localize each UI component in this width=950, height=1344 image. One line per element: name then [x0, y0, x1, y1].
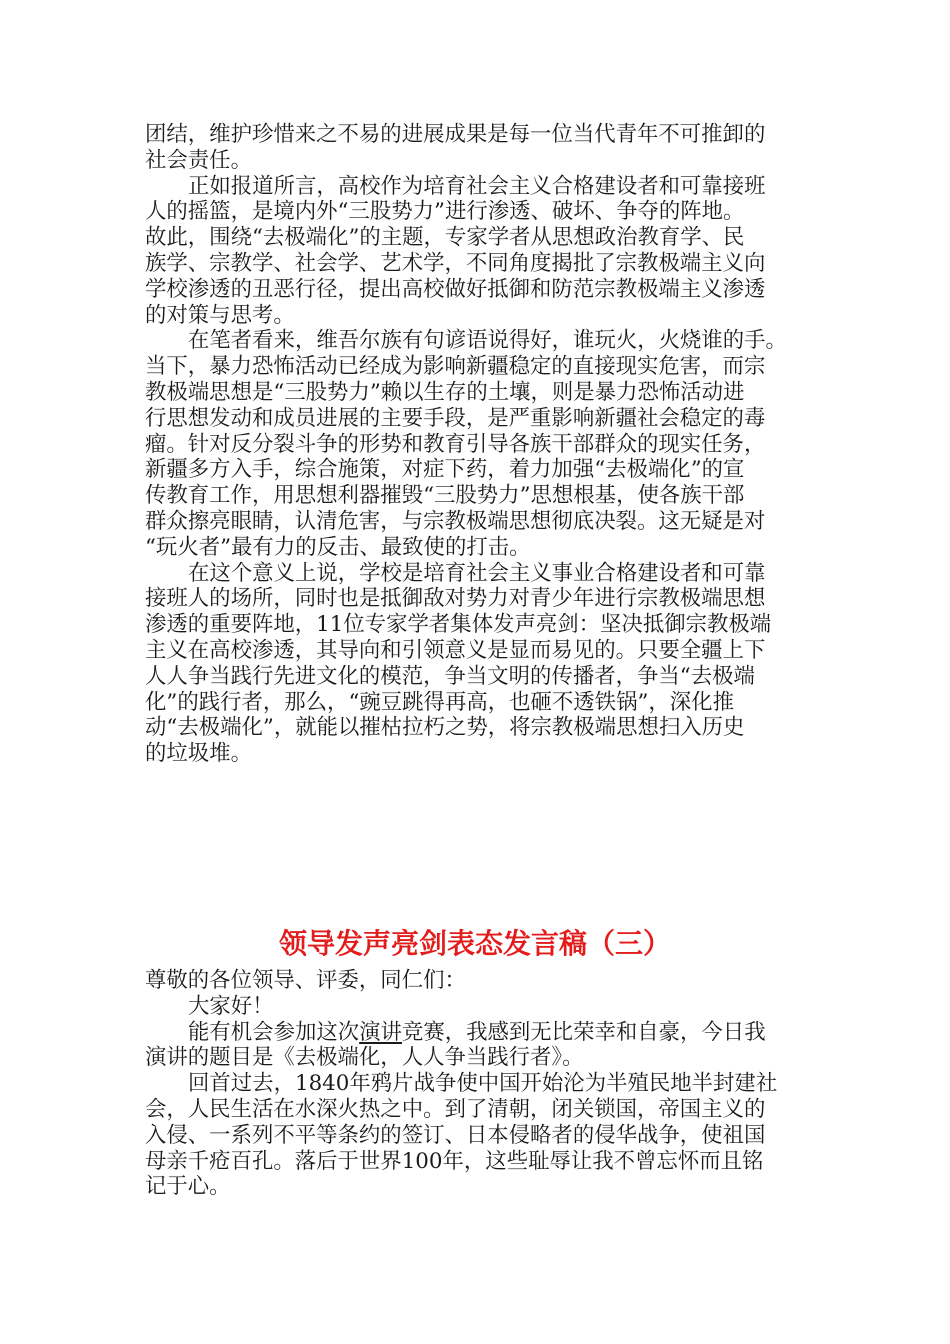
document-title: 领导发声亮剑表态发言稿（三） — [278, 927, 671, 960]
text-line: 回首过去，1840年鸦片战争使中国开始沦为半殖民地半封建社 — [188, 1071, 778, 1097]
text-line: 的垃圾堆。 — [145, 741, 252, 767]
text-line: 群众擦亮眼睛，认清危害，与宗教极端思想彻底决裂。这无疑是对 — [145, 508, 766, 534]
text-line: 社会责任。 — [145, 147, 252, 173]
text-line: 故此，围绕“去极端化”的主题，专家学者从思想政治教育学、民 — [145, 225, 745, 251]
text-line: 接班人的场所，同时也是抵御敌对势力对青少年进行宗教极端思想 — [145, 586, 766, 612]
text-line: 族学、宗教学、社会学、艺术学，不同角度揭批了宗教极端主义向 — [145, 250, 766, 276]
greeting: 尊敬的各位领导、评委，同仁们： — [145, 968, 466, 993]
article-section-2 — [145, 968, 810, 1200]
text-line: 瘤。针对反分裂斗争的形势和教育引导各族干部群众的现实任务， — [145, 431, 766, 457]
text-line: “玩火者”最有力的反击、最致使的打击。 — [145, 534, 531, 560]
text-line: 记于心。 — [145, 1174, 231, 1200]
text-line: 人人争当践行先进文化的模范，争当文明的传播者，争当“去极端 — [145, 663, 755, 689]
text-line: 教极端思想是“三股势力”赖以生存的土壤，则是暴力恐怖活动进 — [145, 379, 745, 405]
intro-text-pre: 能有机会参加这次 — [188, 1019, 360, 1045]
text-line: 主义在高校渗透，其导向和引领意义是显而易见的。只要全疆上下 — [145, 637, 766, 663]
text-line: 当下，暴力恐怖活动已经成为影响新疆稳定的直接现实危害，而宗 — [145, 354, 766, 380]
text-line: 母亲千疮百孔。落后于世界100年，这些耻辱让我不曾忘怀而且铭 — [145, 1148, 764, 1174]
text-line: 在笔者看来，维吾尔族有句谚语说得好，谁玩火，火烧谁的手。 — [188, 328, 787, 354]
intro-line — [145, 1020, 810, 1046]
text-line: 在这个意义上说，学校是培育社会主义事业合格建设者和可靠 — [188, 560, 766, 586]
text-line: 人的摇篮，是境内外“三股势力”进行渗透、破坏、争夺的阵地。 — [145, 199, 745, 225]
text-line: 团结，维护珍惜来之不易的进展成果是每一位当代青年不可推卸的 — [145, 122, 766, 147]
text-line: 传教育工作，用思想利器摧毁“三股势力”思想根基，使各族干部 — [145, 483, 745, 509]
intro-text-post: 竞赛，我感到无比荣幸和自豪，今日我 — [401, 1019, 766, 1045]
text-line: 正如报道所言，高校作为培育社会主义合格建设者和可靠接班 — [188, 173, 766, 199]
text-line: 入侵、一系列不平等条约的签订、日本侵略者的侵华战争，使祖国 — [145, 1122, 766, 1148]
text-line: 新疆多方入手，综合施策，对症下药，着力加强“去极端化”的宣 — [145, 457, 745, 483]
intro-line-2: 演讲的题目是《去极端化，人人争当践行者》。 — [145, 1045, 584, 1071]
text-line: 行思想发动和成员进展的主要手段，是严重影响新疆社会稳定的毒 — [145, 405, 766, 431]
text-line: 动“去极端化”，就能以摧枯拉朽之势，将宗教极端思想扫入历史 — [145, 715, 745, 741]
text-line: 渗透的重要阵地，11位专家学者集体发声亮剑：坚决抵御宗教极端 — [145, 612, 772, 638]
text-line: 会，人民生活在水深火热之中。到了清朝，闭关锁国，帝国主义的 — [145, 1096, 766, 1122]
text-line: 的对策与思考。 — [145, 302, 295, 328]
hello-line: 大家好！ — [188, 993, 274, 1019]
article-section-1 — [145, 122, 810, 767]
text-line: 化”的践行者，那么，“豌豆跳得再高，也砸不透铁锅”，深化推 — [145, 689, 734, 715]
speech-link[interactable]: 演讲 — [359, 1019, 402, 1045]
text-line: 学校渗透的丑恶行径，提出高校做好抵御和防范宗教极端主义渗透 — [145, 276, 766, 302]
